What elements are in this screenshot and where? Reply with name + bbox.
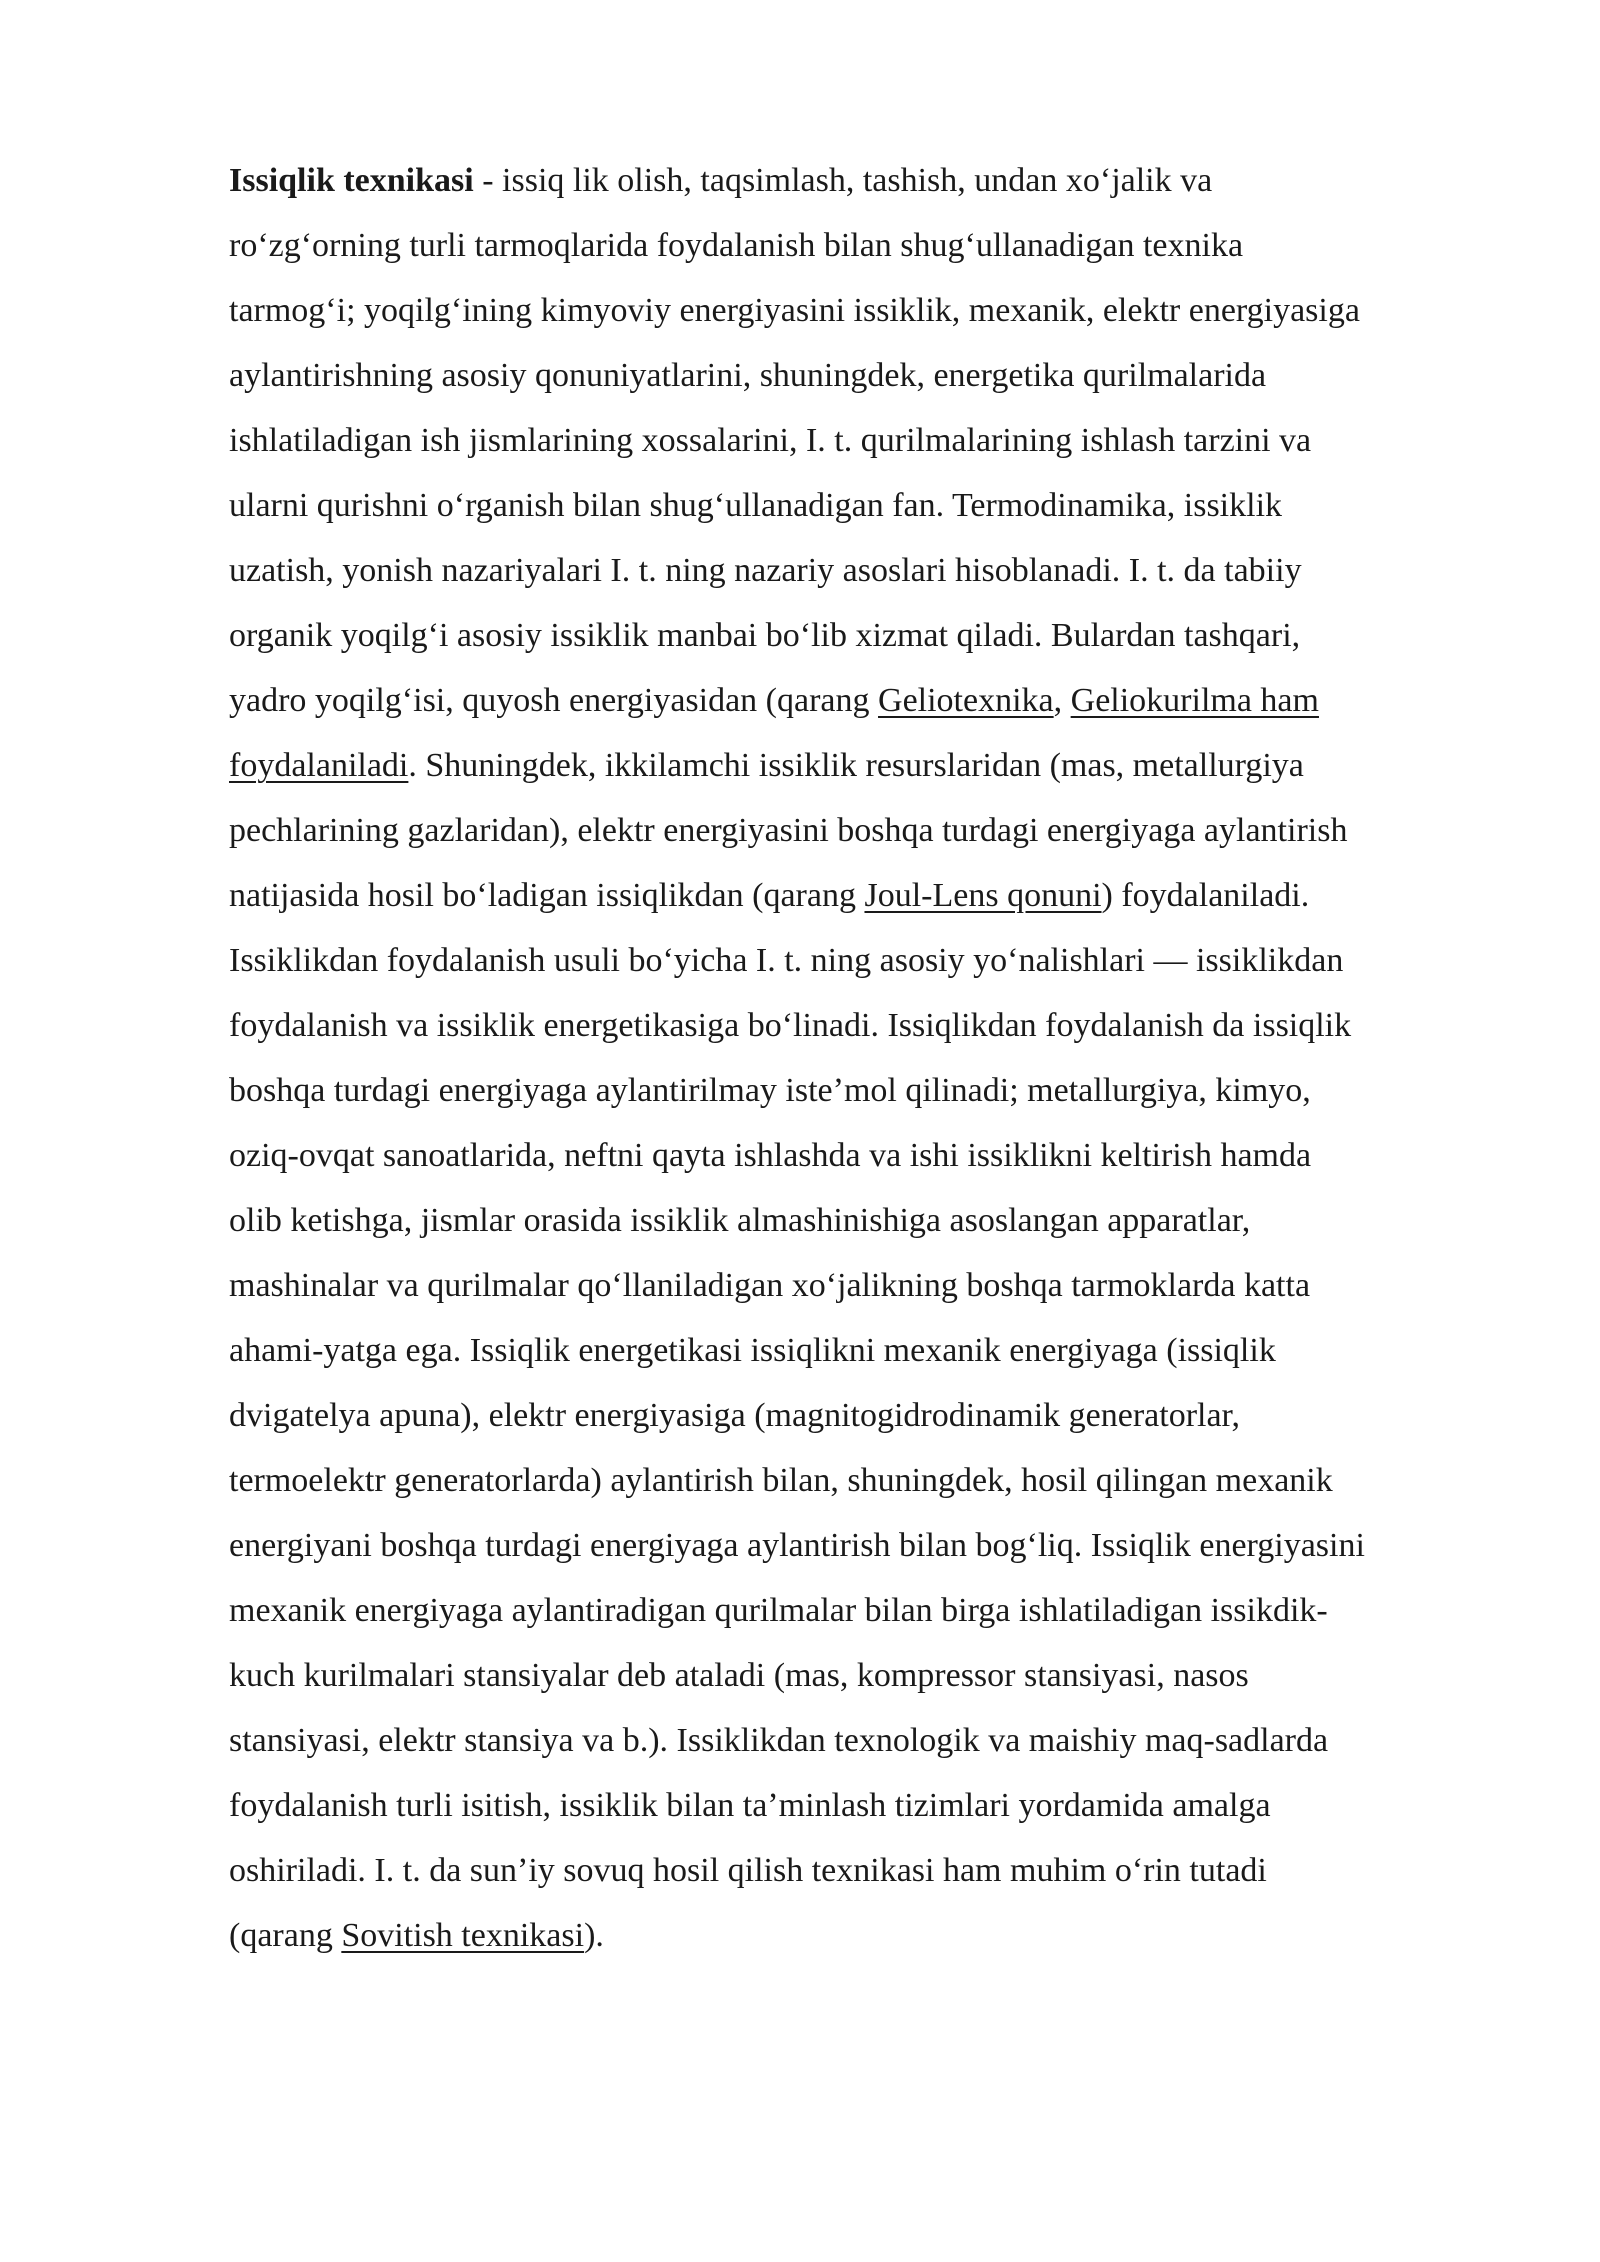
- text-line: [229, 1903, 1529, 1968]
- body-text: stansiyasi, elektr stansiya va b.). Issiklikdan texnologik va maishiy maq-sadlarda: [229, 1722, 1329, 1759]
- body-text: energiyani boshqa turdagi energiyaga aylantirish bilan bogʻliq. Issiqlik energiyasini: [229, 1527, 1365, 1564]
- body-text: uzatish, yonish nazariyalari I. t. ning nazariy asoslari hisoblanadi. I. t. da tabiiy: [229, 552, 1302, 589]
- body-text: ,: [1053, 682, 1071, 719]
- text-line: [229, 473, 1529, 538]
- body-text: oshiriladi. I. t. da sunʼiy sovuq hosil qilish texnikasi ham muhim oʻrin tutadi: [229, 1852, 1267, 1889]
- text-line: [229, 1123, 1529, 1188]
- text-line: [229, 1383, 1529, 1448]
- body-text: mashinalar va qurilmalar qoʻllaniladigan xoʻjalikning boshqa tarmoklarda katta: [229, 1267, 1311, 1304]
- body-text: natijasida hosil boʻladigan issiqlikdan (qarang: [229, 877, 865, 914]
- body-text: ) foydalaniladi.: [1101, 877, 1310, 914]
- text-line: [229, 798, 1529, 863]
- text-line: [229, 1253, 1529, 1318]
- body-text: tarmogʻi; yoqilgʻining kimyoviy energiyasini issiklik, mexanik, elektr energiyasiga: [229, 292, 1360, 329]
- body-text: roʻzgʻorning turli tarmoqlarida foydalanish bilan shugʻullanadigan texnika: [229, 227, 1244, 264]
- text-line: [229, 1708, 1529, 1773]
- text-line: [229, 1058, 1529, 1123]
- body-text: termoelektr generatorlarda) aylantirish bilan, shuningdek, hosil qilingan mexanik: [229, 1462, 1333, 1499]
- text-line: [229, 1318, 1529, 1383]
- body-text: Issiklikdan foydalanish usuli boʻyicha I. t. ning asosiy yoʻnalishlari — issiklikdan: [229, 942, 1344, 979]
- text-line: [229, 343, 1529, 408]
- text-line: [229, 1838, 1529, 1903]
- body-text: oziq-ovqat sanoatlarida, neftni qayta ishlashda va ishi issiklikni keltirish hamda: [229, 1137, 1312, 1174]
- text-line: [229, 1578, 1529, 1643]
- text-line: [229, 1513, 1529, 1578]
- body-text: dvigatelya apuna), elektr energiyasiga (magnitogidrodinamik generatorlar,: [229, 1397, 1241, 1434]
- link-sovitish-texnikasi[interactable]: Sovitish texnikasi: [341, 1917, 585, 1954]
- body-text: aylantirishning asosiy qonuniyatlarini, shuningdek, energetika qurilmalarida: [229, 357, 1267, 394]
- link-geliotexnika[interactable]: Geliotexnika: [878, 682, 1054, 719]
- text-line: [229, 928, 1529, 993]
- body-text: foydalanish turli isitish, issiklik bilan taʼminlash tizimlari yordamida amalga: [229, 1787, 1271, 1824]
- body-text: - issiq lik olish, taqsimlash, tashish, undan xoʻjalik va: [473, 162, 1213, 199]
- link-joul-lens-qonuni[interactable]: Joul-Lens qonuni: [864, 877, 1102, 914]
- body-text: ishlatiladigan ish jismlarining xossalarini, I. t. qurilmalarining ishlash tarzini va: [229, 422, 1312, 459]
- body-text: (qarang: [229, 1917, 342, 1954]
- text-line: [229, 278, 1529, 343]
- body-text: kuch kurilmalari stansiyalar deb ataladi (mas, kompressor stansiyasi, nasos: [229, 1657, 1249, 1694]
- body-text: olib ketishga, jismlar orasida issiklik almashinishiga asoslangan apparatlar,: [229, 1202, 1251, 1239]
- text-line: [229, 1188, 1529, 1253]
- body-text: mexanik energiyaga aylantiradigan qurilmalar bilan birga ishlatiladigan issikdik-: [229, 1592, 1328, 1629]
- link-geliokurilma[interactable]: Geliokurilma ham: [1070, 682, 1319, 719]
- body-text: ).: [584, 1917, 604, 1954]
- body-text: yadro yoqilgʻisi, quyosh energiyasidan (qarang: [229, 682, 879, 719]
- link-geliokurilma-cont[interactable]: foydalaniladi: [229, 747, 409, 784]
- text-line: [229, 733, 1529, 798]
- text-line: [229, 603, 1529, 668]
- body-text: ahami-yatga ega. Issiqlik energetikasi issiqlikni mexanik energiyaga (issiqlik: [229, 1332, 1276, 1369]
- text-line: [229, 538, 1529, 603]
- text-line: [229, 993, 1529, 1058]
- text-line: [229, 148, 1529, 213]
- text-line: [229, 668, 1529, 733]
- text-line: [229, 408, 1529, 473]
- body-text: pechlarining gazlaridan), elektr energiyasini boshqa turdagi energiyaga aylantirish: [229, 812, 1348, 849]
- text-line: [229, 1773, 1529, 1838]
- term-heading: Issiqlik texnikasi: [229, 162, 474, 199]
- text-line: [229, 213, 1529, 278]
- article-paragraph: [229, 148, 1529, 1968]
- body-text: . Shuningdek, ikkilamchi issiklik resurslaridan (mas, metallurgiya: [408, 747, 1304, 784]
- body-text: foydalanish va issiklik energetikasiga boʻlinadi. Issiqlikdan foydalanish da issiqlik: [229, 1007, 1352, 1044]
- body-text: boshqa turdagi energiyaga aylantirilmay isteʼmol qilinadi; metallurgiya, kimyo,: [229, 1072, 1311, 1109]
- body-text: ularni qurishni oʻrganish bilan shugʻullanadigan fan. Termodinamika, issiklik: [229, 487, 1283, 524]
- text-line: [229, 863, 1529, 928]
- text-line: [229, 1643, 1529, 1708]
- body-text: organik yoqilgʻi asosiy issiklik manbai boʻlib xizmat qiladi. Bulardan tashqari,: [229, 617, 1301, 654]
- text-line: [229, 1448, 1529, 1513]
